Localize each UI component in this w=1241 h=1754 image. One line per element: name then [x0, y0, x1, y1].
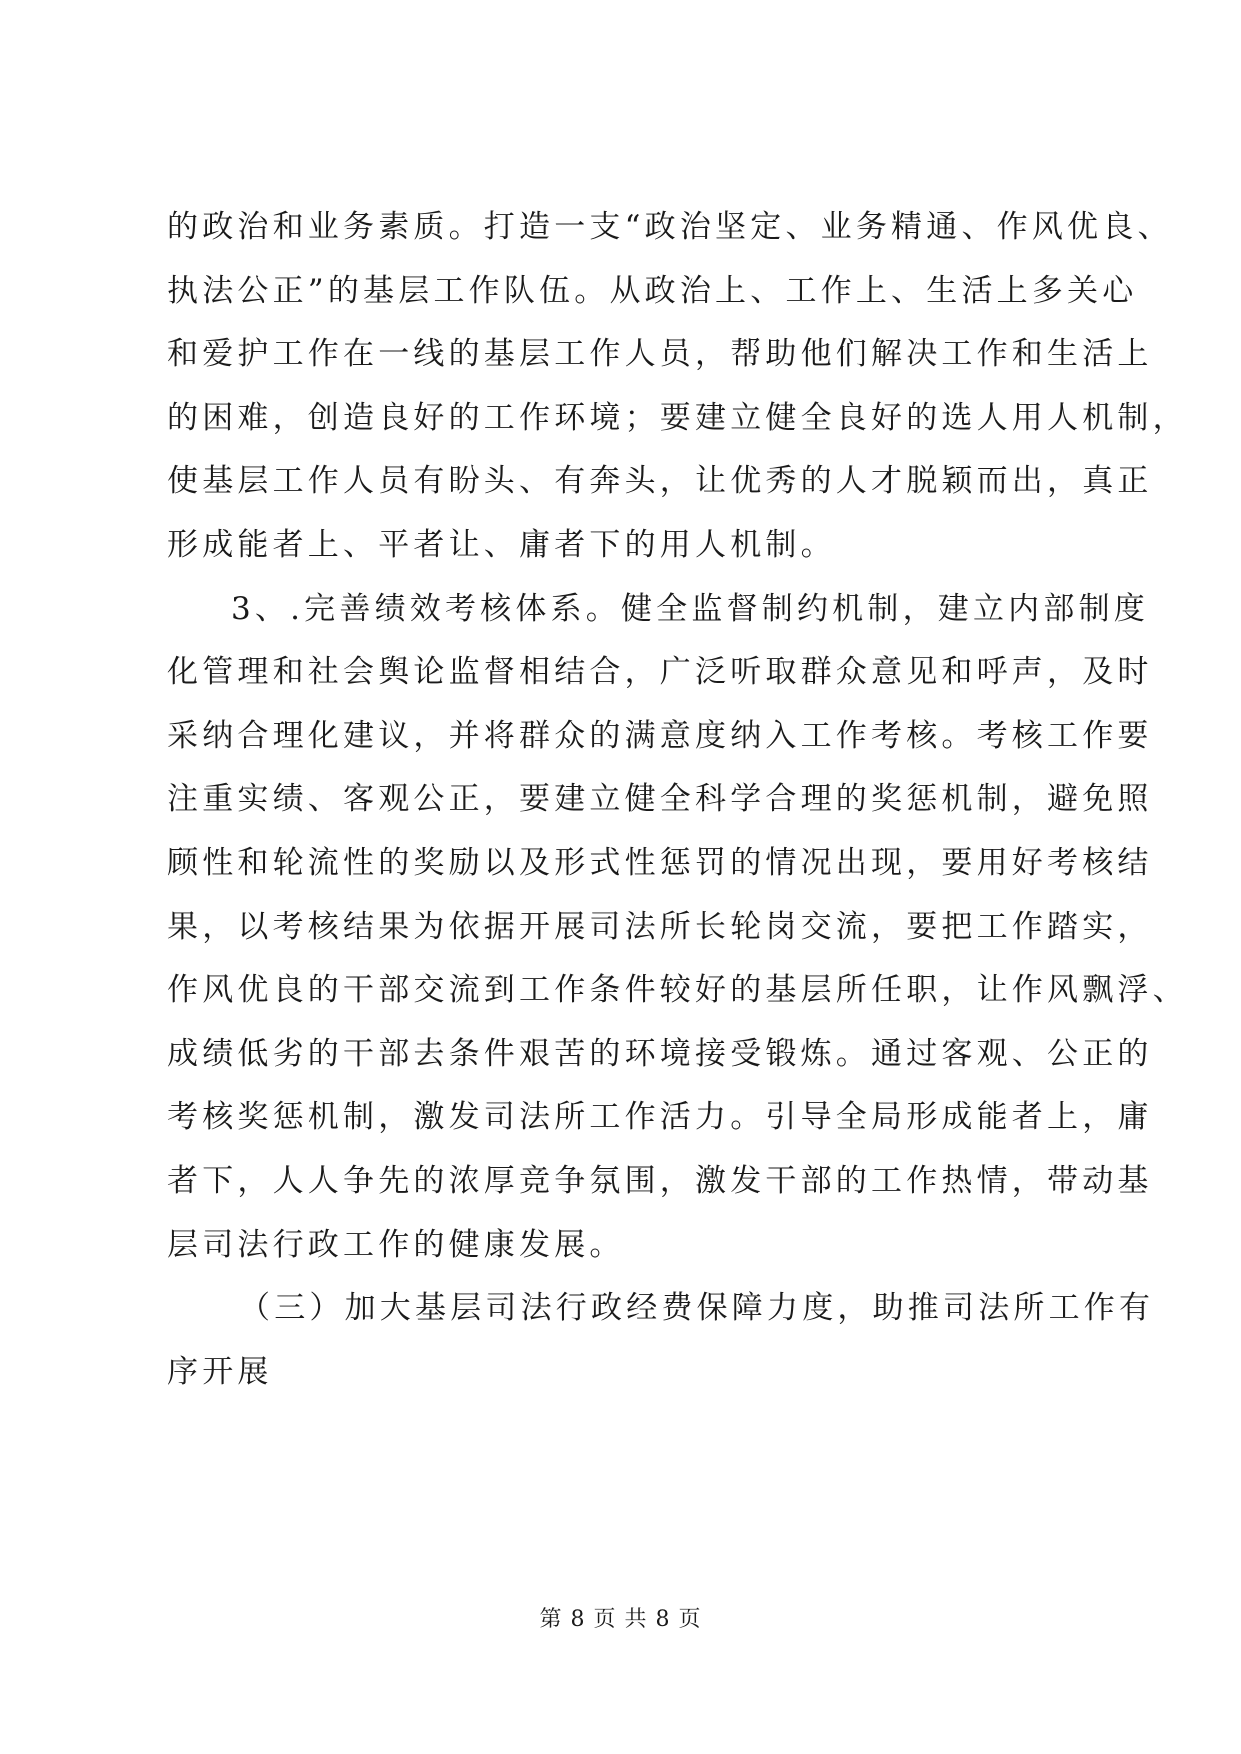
- text-line: 执法公正”的基层工作队伍。从政治上、工作上、生活上多关心: [167, 272, 1138, 309]
- section-heading-line: （三）加大基层司法行政经费保障力度，助推司法所工作有: [239, 1290, 1155, 1327]
- text-line: 化管理和社会舆论监督相结合，广泛听取群众意见和呼声，及时: [167, 654, 1153, 691]
- text-line: 和爱护工作在一线的基层工作人员，帮助他们解决工作和生活上: [167, 336, 1153, 373]
- text-line: 的困难，创造良好的工作环境；要建立健全良好的选人用人机制，: [167, 399, 1188, 436]
- body-text: [167, 196, 1188, 1404]
- text-line: 者下，人人争先的浓厚竞争氛围，激发干部的工作热情，带动基: [167, 1162, 1153, 1199]
- text-line: 层司法行政工作的健康发展。: [167, 1226, 625, 1263]
- text-line: 采纳合理化建议，并将群众的满意度纳入工作考核。考核工作要: [167, 717, 1153, 754]
- section-heading-line: 序开展: [167, 1353, 273, 1390]
- text-line: 的政治和业务素质。打造一支“政治坚定、业务精通、作风优良、: [167, 209, 1173, 245]
- text-line: 形成能者上、平者让、庸者下的用人机制。: [167, 526, 836, 563]
- text-line: 使基层工作人员有盼头、有奔头，让优秀的人才脱颖而出，真正: [167, 463, 1153, 500]
- text-line: 果，以考核结果为依据开展司法所长轮岗交流，要把工作踏实，: [167, 908, 1153, 945]
- text-line: 顾性和轮流性的奖励以及形式性惩罚的情况出现，要用好考核结: [167, 844, 1153, 881]
- text-line: 注重实绩、客观公正，要建立健全科学合理的奖惩机制，避免照: [167, 781, 1153, 818]
- text-line: 成绩低劣的干部去条件艰苦的环境接受锻炼。通过客观、公正的: [167, 1035, 1153, 1072]
- page-number: 第 8 页 共 8 页: [539, 1607, 702, 1632]
- paragraph-start-line: 3、.完善绩效考核体系。健全监督制约机制，建立内部制度: [231, 590, 1149, 627]
- text-line: 考核奖惩机制，激发司法所工作活力。引导全局形成能者上，庸: [167, 1099, 1153, 1136]
- text-line: 作风优良的干部交流到工作条件较好的基层所任职，让作风飘浮、: [167, 972, 1188, 1009]
